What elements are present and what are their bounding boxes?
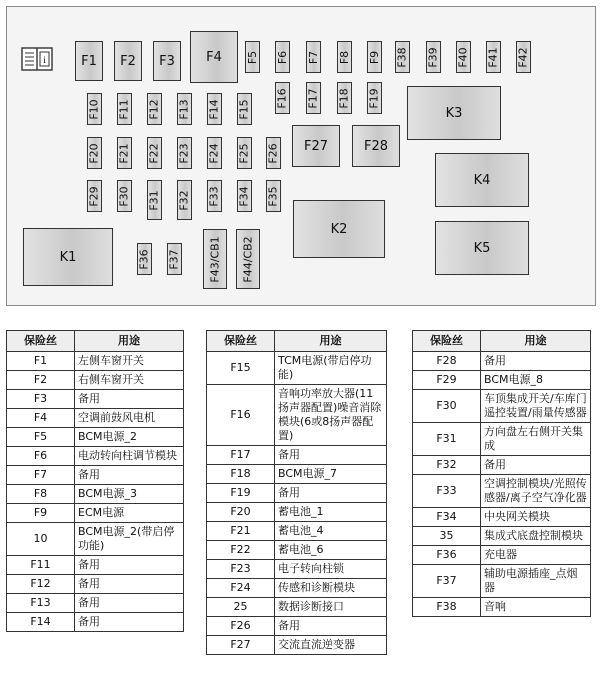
- fuse-purpose-cell: 备用: [75, 575, 184, 594]
- fuse-purpose-cell: TCM电源(带启停功能): [275, 352, 387, 385]
- fuse-label: F32: [178, 189, 192, 211]
- header-fuse: 保险丝: [7, 331, 75, 352]
- fuse-k3: [407, 86, 501, 140]
- fuse-id-cell: 25: [207, 598, 275, 617]
- table-row: [207, 503, 387, 522]
- table-row: [207, 465, 387, 484]
- fuse-label: F43/CB1: [208, 235, 222, 283]
- fuse-table-1: [6, 330, 184, 632]
- fuse-label: K3: [445, 105, 463, 121]
- fuse-f18: [337, 82, 352, 114]
- fuse-f37: [167, 243, 182, 275]
- fuse-purpose-cell: 备用: [275, 484, 387, 503]
- table-row: [413, 475, 591, 508]
- table-row: [413, 508, 591, 527]
- fuse-f10: [87, 93, 102, 125]
- fuse-purpose-cell: 备用: [275, 446, 387, 465]
- fuse-purpose-cell: 右侧车窗开关: [75, 371, 184, 390]
- fuse-label: F14: [208, 98, 222, 120]
- table-row: [413, 565, 591, 598]
- fuse-label: F28: [363, 138, 389, 154]
- fuse-id-cell: 10: [7, 523, 75, 556]
- fuse-f34: [237, 180, 252, 212]
- fuse-k5: [435, 221, 529, 275]
- fuse-label: F6: [276, 50, 290, 64]
- fuse-label: F13: [178, 98, 192, 120]
- fuse-label: F42: [517, 46, 531, 68]
- fuse-label: K2: [330, 221, 348, 237]
- fuse-label: F39: [427, 46, 441, 68]
- fuse-id-cell: F16: [207, 385, 275, 446]
- fuse-f7: [306, 41, 321, 73]
- fuse-label: F26: [267, 142, 281, 164]
- fuse-f17: [306, 82, 321, 114]
- fuse-f16: [275, 82, 290, 114]
- fuse-id-cell: F32: [413, 456, 481, 475]
- table-row: [413, 371, 591, 390]
- fuse-id-cell: F7: [7, 466, 75, 485]
- fuse-label: F5: [246, 50, 260, 64]
- table-row: [7, 556, 184, 575]
- fuse-label: F22: [148, 142, 162, 164]
- fuse-id-cell: F9: [7, 504, 75, 523]
- fuse-label: F17: [307, 87, 321, 109]
- fuse-id-cell: F26: [207, 617, 275, 636]
- fuse-label: F33: [208, 185, 222, 207]
- fuse-id-cell: F12: [7, 575, 75, 594]
- fuse-id-cell: F14: [7, 613, 75, 632]
- fuse-label: F30: [118, 185, 132, 207]
- fuse-purpose-cell: 集成式底盘控制模块: [481, 527, 591, 546]
- fuse-f36: [137, 243, 152, 275]
- fuse-f43-cb1: [203, 229, 227, 289]
- owner-manual-book-icon: [21, 45, 53, 73]
- fuse-purpose-cell: 空调前鼓风电机: [75, 409, 184, 428]
- fuse-f42: [516, 41, 531, 73]
- fuse-f33: [207, 180, 222, 212]
- fuse-f29: [87, 180, 102, 212]
- fuse-label: F29: [88, 185, 102, 207]
- fuse-f30: [117, 180, 132, 212]
- fuse-k1: [23, 228, 113, 286]
- fuse-f32: [177, 180, 192, 220]
- fuse-purpose-cell: 备用: [75, 556, 184, 575]
- fuse-f19: [367, 82, 382, 114]
- fuse-label: F36: [138, 248, 152, 270]
- fuse-label: F18: [338, 87, 352, 109]
- fuse-f41: [486, 41, 501, 73]
- fuse-label: F19: [368, 87, 382, 109]
- fuse-f44-cb2: [236, 229, 260, 289]
- fuse-f22: [147, 137, 162, 169]
- fuse-label: F23: [178, 142, 192, 164]
- fuse-label: F20: [88, 142, 102, 164]
- fuse-label: F25: [238, 142, 252, 164]
- fuse-label: F15: [238, 98, 252, 120]
- fuse-label: F31: [148, 189, 162, 211]
- table-row: [413, 546, 591, 565]
- fuse-f24: [207, 137, 222, 169]
- fuse-label: F16: [276, 87, 290, 109]
- fuse-table-2: [206, 330, 387, 655]
- fuse-label: F40: [457, 46, 471, 68]
- fuse-f26: [266, 137, 281, 169]
- fuse-table-3: [412, 330, 591, 617]
- fuse-purpose-cell: 蓄电池_4: [275, 522, 387, 541]
- fuse-id-cell: F3: [7, 390, 75, 409]
- fuse-id-cell: F17: [207, 446, 275, 465]
- fuse-purpose-cell: 蓄电池_6: [275, 541, 387, 560]
- fuse-box-diagram: [6, 6, 596, 306]
- fuse-f31: [147, 180, 162, 220]
- fuse-id-cell: F36: [413, 546, 481, 565]
- fuse-f20: [87, 137, 102, 169]
- fuse-f6: [275, 41, 290, 73]
- fuse-label: K1: [59, 249, 77, 265]
- fuse-label: F38: [396, 46, 410, 68]
- header-purpose: 用途: [481, 331, 591, 352]
- fuse-purpose-cell: 蓄电池_1: [275, 503, 387, 522]
- fuse-label: F34: [238, 185, 252, 207]
- table-row: [7, 523, 184, 556]
- fuse-id-cell: F18: [207, 465, 275, 484]
- fuse-id-cell: F30: [413, 390, 481, 423]
- fuse-purpose-cell: 备用: [275, 617, 387, 636]
- fuse-label: F37: [168, 248, 182, 270]
- fuse-id-cell: F28: [413, 352, 481, 371]
- fuse-id-cell: F13: [7, 594, 75, 613]
- fuse-label: F41: [487, 46, 501, 68]
- fuse-k4: [435, 153, 529, 207]
- fuse-id-cell: F38: [413, 598, 481, 617]
- fuse-purpose-cell: BCM电源_7: [275, 465, 387, 484]
- table-row: [7, 371, 184, 390]
- table-row: [413, 352, 591, 371]
- table-row: [207, 541, 387, 560]
- fuse-f35: [266, 180, 281, 212]
- fuse-id-cell: F4: [7, 409, 75, 428]
- table-row: [207, 446, 387, 465]
- fuse-label: F9: [368, 50, 382, 64]
- table-row: [413, 390, 591, 423]
- fuse-purpose-cell: 传感和诊断模块: [275, 579, 387, 598]
- fuse-id-cell: F8: [7, 485, 75, 504]
- fuse-purpose-cell: ECM电源: [75, 504, 184, 523]
- fuse-id-cell: F1: [7, 352, 75, 371]
- fuse-f39: [426, 41, 441, 73]
- table-row: [413, 598, 591, 617]
- fuse-purpose-cell: BCM电源_3: [75, 485, 184, 504]
- fuse-id-cell: F21: [207, 522, 275, 541]
- table-row: [7, 594, 184, 613]
- fuse-purpose-cell: 备用: [481, 352, 591, 371]
- fuse-id-cell: F6: [7, 447, 75, 466]
- table-row: [7, 447, 184, 466]
- fuse-purpose-cell: 方向盘左右侧开关集成: [481, 423, 591, 456]
- fuse-label: K5: [473, 240, 491, 256]
- header-fuse: 保险丝: [207, 331, 275, 352]
- fuse-purpose-cell: 音响功率放大器(11扬声器配置)噪音消除模块(6或8扬声器配置): [275, 385, 387, 446]
- table-row: [207, 636, 387, 655]
- fuse-label: F7: [307, 50, 321, 64]
- fuse-f23: [177, 137, 192, 169]
- fuse-f9: [367, 41, 382, 73]
- fuse-purpose-cell: 空调控制模块/光照传感器/离子空气净化器: [481, 475, 591, 508]
- fuse-purpose-cell: 备用: [75, 390, 184, 409]
- fuse-purpose-cell: BCM电源_8: [481, 371, 591, 390]
- fuse-id-cell: 35: [413, 527, 481, 546]
- fuse-id-cell: F33: [413, 475, 481, 508]
- fuse-purpose-cell: 音响: [481, 598, 591, 617]
- fuse-id-cell: F37: [413, 565, 481, 598]
- fuse-purpose-cell: 充电器: [481, 546, 591, 565]
- fuse-id-cell: F34: [413, 508, 481, 527]
- fuse-f1: [75, 41, 103, 81]
- fuse-f21: [117, 137, 132, 169]
- fuse-f14: [207, 93, 222, 125]
- header-purpose: 用途: [275, 331, 387, 352]
- fuse-id-cell: F20: [207, 503, 275, 522]
- fuse-label: K4: [473, 172, 491, 188]
- fuse-f12: [147, 93, 162, 125]
- fuse-f4: [190, 31, 238, 83]
- table-row: [7, 485, 184, 504]
- table-row: [7, 466, 184, 485]
- fuse-f40: [456, 41, 471, 73]
- fuse-label: F3: [159, 53, 175, 69]
- table-row: [207, 522, 387, 541]
- fuse-label: F12: [148, 98, 162, 120]
- fuse-purpose-cell: 电子转向柱锁: [275, 560, 387, 579]
- svg-text:i: i: [43, 55, 46, 65]
- fuse-id-cell: F19: [207, 484, 275, 503]
- fuse-f27: [292, 125, 340, 167]
- table-row: [207, 352, 387, 385]
- fuse-label: F21: [118, 142, 132, 164]
- fuse-f13: [177, 93, 192, 125]
- fuse-label: F35: [267, 185, 281, 207]
- fuse-label: F1: [81, 53, 97, 69]
- fuse-purpose-cell: 电动转向柱调节模块: [75, 447, 184, 466]
- table-row: [207, 579, 387, 598]
- fuse-purpose-cell: 中央网关模块: [481, 508, 591, 527]
- fuse-label: F44/CB2: [241, 235, 255, 283]
- table-row: [7, 575, 184, 594]
- table-row: [7, 504, 184, 523]
- table-row: [7, 352, 184, 371]
- fuse-purpose-cell: 数据诊断接口: [275, 598, 387, 617]
- table-row: [207, 598, 387, 617]
- fuse-purpose-cell: BCM电源_2: [75, 428, 184, 447]
- fuse-purpose-cell: 车顶集成开关/车库门遥控装置/雨量传感器: [481, 390, 591, 423]
- fuse-label: F2: [120, 53, 136, 69]
- fuse-id-cell: F29: [413, 371, 481, 390]
- table-row: [7, 428, 184, 447]
- table-row: [7, 390, 184, 409]
- fuse-purpose-cell: 左侧车窗开关: [75, 352, 184, 371]
- fuse-purpose-cell: BCM电源_2(带启停功能): [75, 523, 184, 556]
- fuse-label: F11: [118, 98, 132, 120]
- fuse-label: F8: [338, 50, 352, 64]
- fuse-f2: [114, 41, 142, 81]
- fuse-label: F10: [88, 98, 102, 120]
- fuse-id-cell: F11: [7, 556, 75, 575]
- fuse-label: F24: [208, 142, 222, 164]
- table-row: [7, 409, 184, 428]
- fuse-purpose-cell: 备用: [75, 594, 184, 613]
- fuse-id-cell: F15: [207, 352, 275, 385]
- fuse-id-cell: F31: [413, 423, 481, 456]
- fuse-f25: [237, 137, 252, 169]
- fuse-purpose-cell: 交流直流逆变器: [275, 636, 387, 655]
- fuse-f3: [153, 41, 181, 81]
- fuse-f11: [117, 93, 132, 125]
- table-row: [413, 423, 591, 456]
- fuse-id-cell: F22: [207, 541, 275, 560]
- table-row: [413, 456, 591, 475]
- fuse-purpose-cell: 备用: [75, 466, 184, 485]
- fuse-id-cell: F23: [207, 560, 275, 579]
- table-row: [207, 484, 387, 503]
- table-row: [207, 560, 387, 579]
- table-row: [207, 617, 387, 636]
- fuse-f8: [337, 41, 352, 73]
- fuse-label: F4: [206, 49, 222, 65]
- header-fuse: 保险丝: [413, 331, 481, 352]
- fuse-id-cell: F5: [7, 428, 75, 447]
- fuse-id-cell: F24: [207, 579, 275, 598]
- fuse-k2: [293, 200, 385, 258]
- header-purpose: 用途: [75, 331, 184, 352]
- fuse-purpose-cell: 辅助电源插座_点烟器: [481, 565, 591, 598]
- fuse-label: F27: [303, 138, 329, 154]
- fuse-f38: [395, 41, 410, 73]
- fuse-purpose-cell: 备用: [75, 613, 184, 632]
- fuse-purpose-cell: 备用: [481, 456, 591, 475]
- fuse-f5: [245, 41, 260, 73]
- table-row: [7, 613, 184, 632]
- fuse-f15: [237, 93, 252, 125]
- fuse-f28: [352, 125, 400, 167]
- fuse-id-cell: F27: [207, 636, 275, 655]
- table-row: [207, 385, 387, 446]
- fuse-id-cell: F2: [7, 371, 75, 390]
- table-row: [413, 527, 591, 546]
